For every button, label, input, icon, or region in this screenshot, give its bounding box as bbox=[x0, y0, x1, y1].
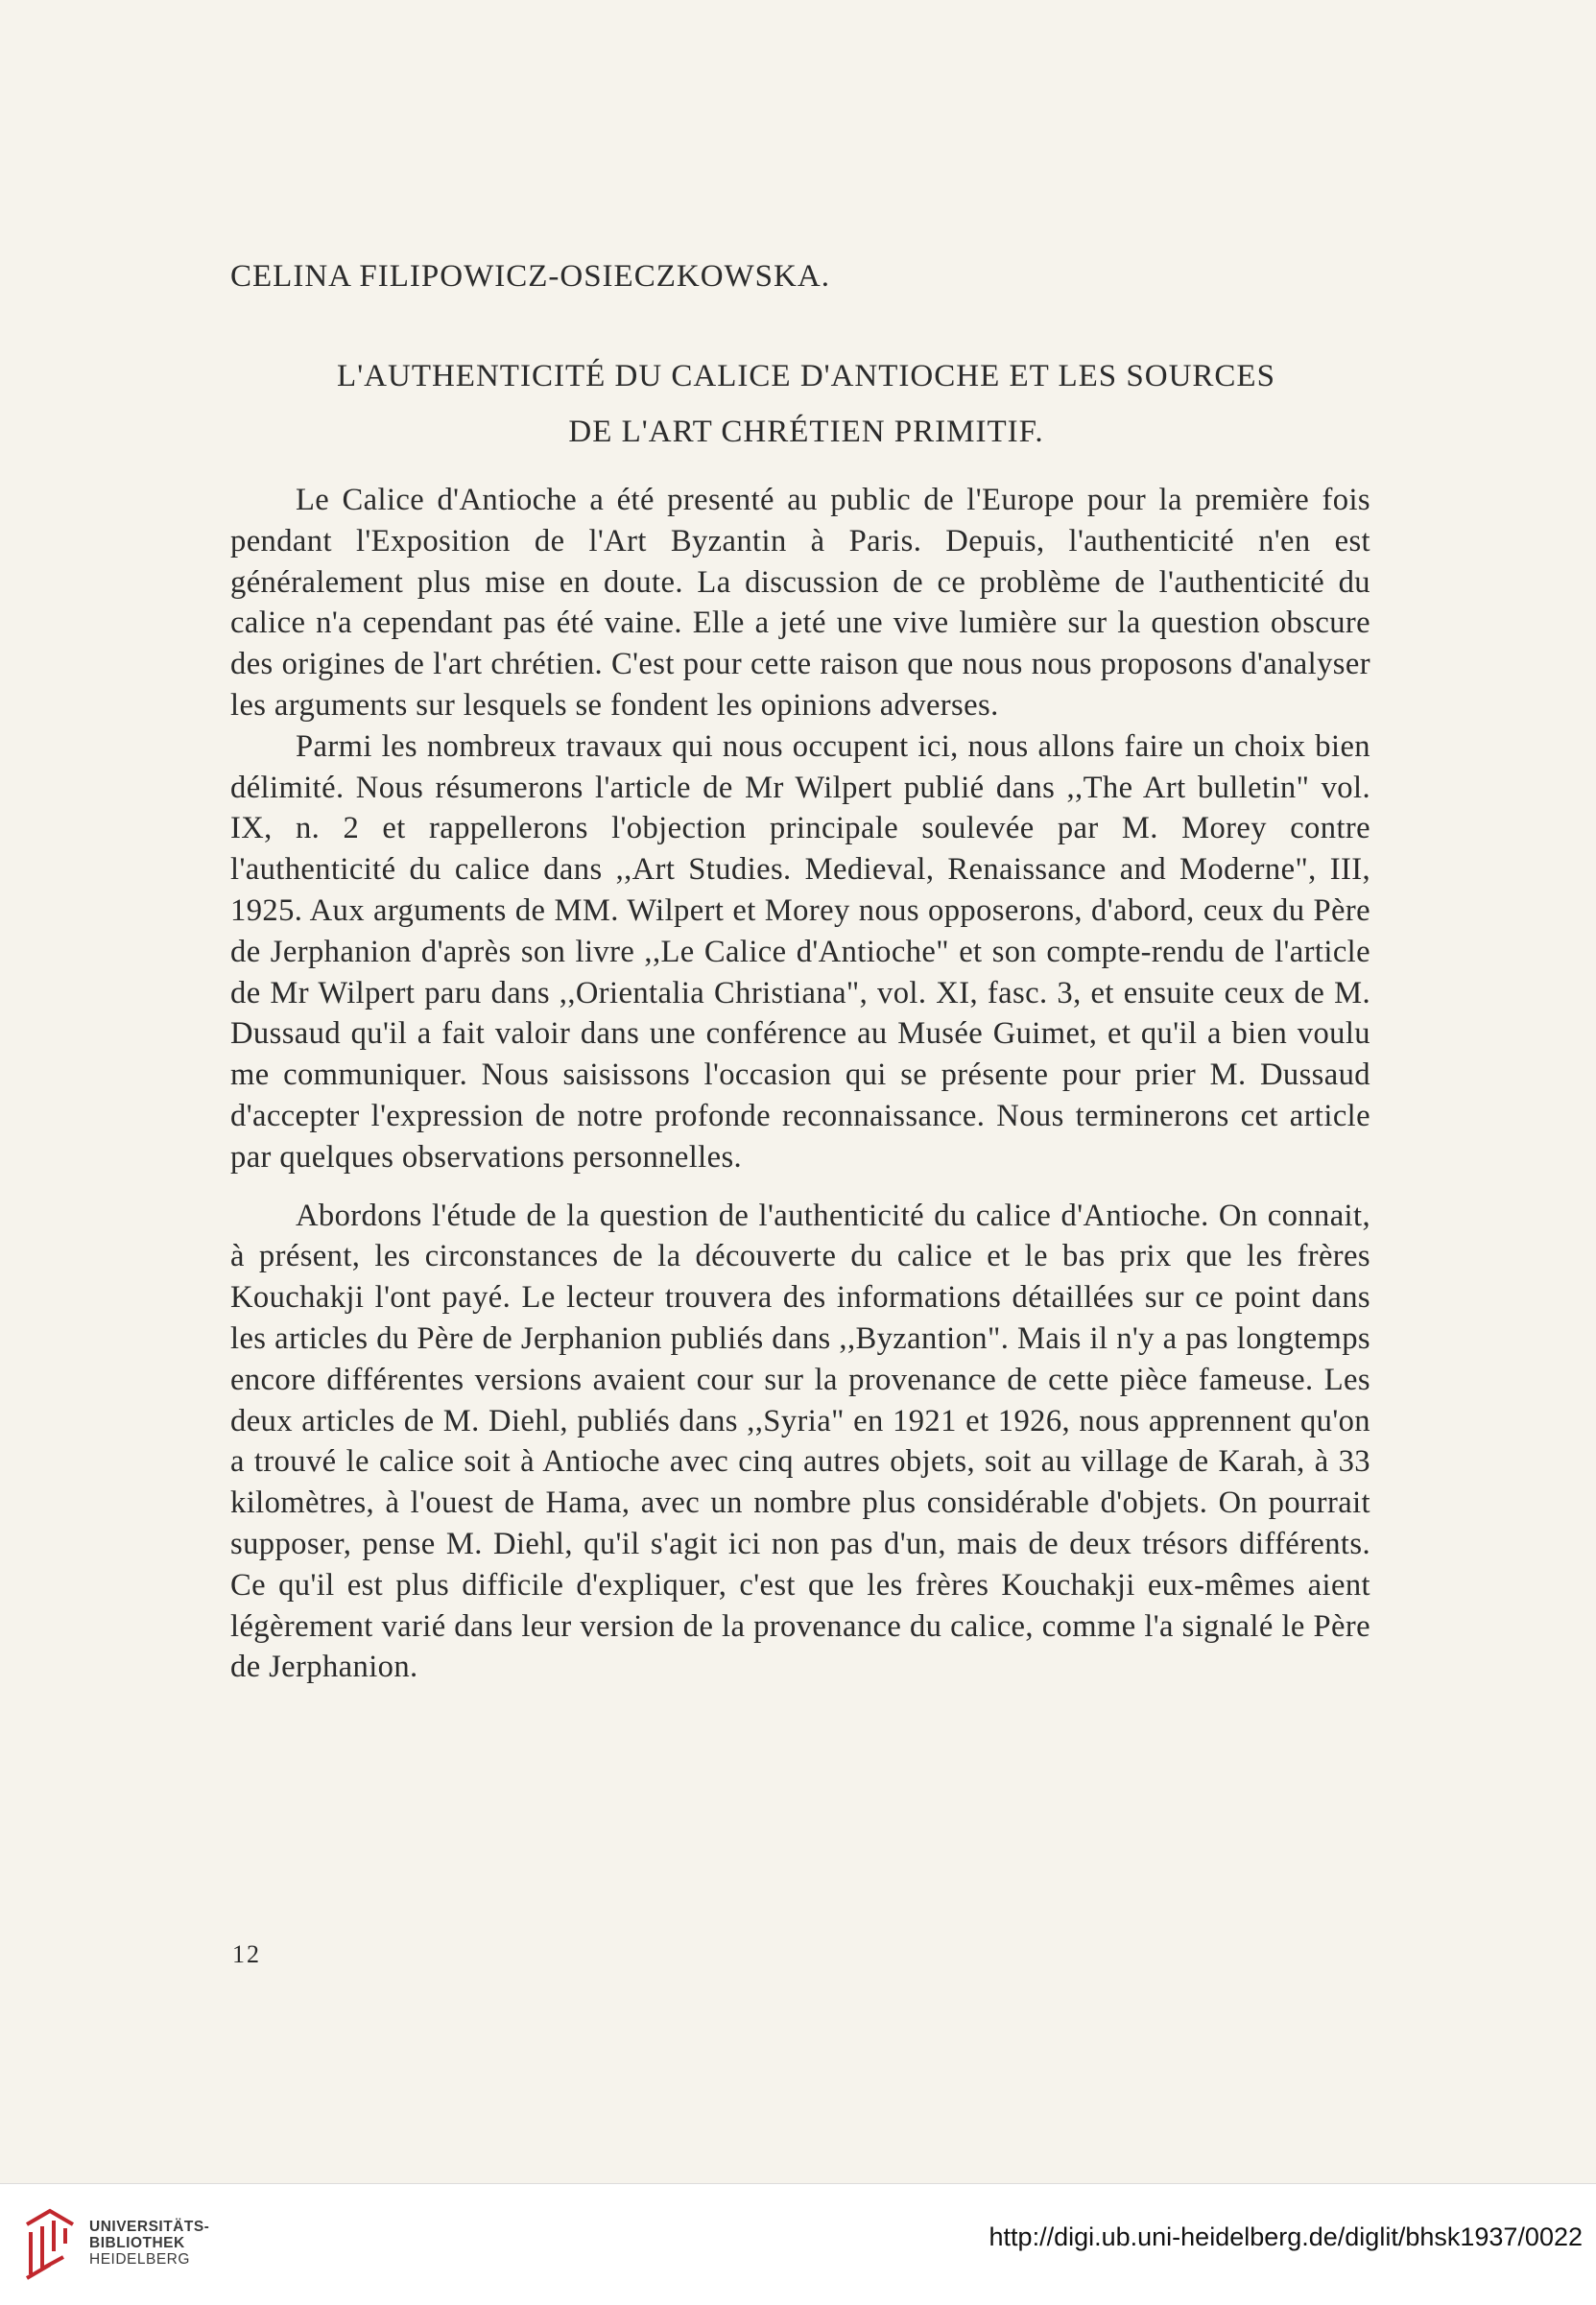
page-number: 12 bbox=[232, 1940, 261, 1968]
paragraph-1: Le Calice d'Antioche a été presenté au public de l'Europe pour la première fois pendant l'Exposition de l'Art Byzantin à Paris. Depuis, l'authenticité n'en est généralement plus mise en doute. La discussion de ce problème de l'authenticité du calice n'a cependant pas été vaine. Elle a jeté une vive lumière sur la question obscure des origines de l'art chrétien. C'est pour cette raison que nous nous proposons d'analyser les arguments sur lesquels se fondent les opinions adverses. bbox=[230, 483, 1370, 723]
author-name: CELINA FILIPOWICZ-OSIECZKOWSKA. bbox=[230, 259, 830, 294]
article-title-line-1: L'AUTHENTICITÉ DU CALICE D'ANTIOCHE ET LES SOURCES bbox=[337, 359, 1275, 393]
paragraph-2: Parmi les nombreux travaux qui nous occupent ici, nous allons faire un choix bien délimité. Nous résumerons l'article de Mr Wilpert publié dans ,,The Art bulletin" vol. IX, n. 2 et rappellerons l'objection principale soulevée par M. Morey contre l'authenticité du calice dans ,,Art Studies. Medieval, Renaissance and Moderne", III, 1925. Aux arguments de MM. Wilpert et Morey nous opposerons, d'abord, ceux du Père de Jerphanion d'après son livre ,,Le Calice d'Antioche" et son compte-rendu de l'article de Mr Wilpert paru dans ,,Orientalia Christiana", vol. XI, fasc. 3, et ensuite ceux de M. Dussaud qu'il a fait valoir dans une conférence au Musée Guimet, et qu'il a bien voulu me communiquer. Nous saisissons l'occasion qui se présente pour prier M. Dussaud d'accepter l'expression de notre profonde reconnaissance. Nous terminerons cet article par quelques observations personnelles. bbox=[230, 728, 1370, 1175]
source-url-link[interactable]: http://digi.ub.uni-heidelberg.de/diglit/bhsk1937/0022 bbox=[989, 2222, 1583, 2251]
footer-bar bbox=[0, 2183, 1596, 2305]
library-name-line-2: BIBLIOTHEK bbox=[89, 2235, 185, 2251]
article-body bbox=[230, 480, 1370, 1688]
library-logo-icon bbox=[21, 2205, 81, 2280]
library-name-line-1: UNIVERSITÄTS- bbox=[89, 2219, 210, 2235]
library-name bbox=[89, 2219, 209, 2268]
paragraph-3: Abordons l'étude de la question de l'authenticité du calice d'Antioche. On connait, à présent, les circonstances de la découverte du calice et le bas prix que les frères Kouchakji l'ont payé. Le lecteur trouvera des informations détaillées sur ce point dans les articles du Père de Jerphanion publiés dans ,,Byzantion". Mais il n'y a pas longtemps encore différentes versions avaient cour sur la provenance de cette pièce fameuse. Les deux articles de M. Diehl, publiés dans ,,Syria" en 1921 et 1926, nous apprennent qu'on a trouvé le calice soit à Antioche avec cinq autres objets, soit au village de Karah, à 33 kilomètres, à l'ouest de Hama, avec un nombre plus considérable d'objets. On pourrait supposer, pense M. Diehl, qu'il s'agit ici non pas d'un, mais de deux trésors différents. Ce qu'il est plus difficile d'expliquer, c'est que les frères Kouchakji eux-mêmes aient légèrement varié dans leur version de la provenance du calice, comme l'a signalé le Père de Jerphanion. bbox=[230, 1198, 1370, 1685]
library-name-line-3: HEIDELBERG bbox=[89, 2251, 190, 2268]
article-title-line-2: DE L'ART CHRÉTIEN PRIMITIF. bbox=[568, 415, 1044, 449]
